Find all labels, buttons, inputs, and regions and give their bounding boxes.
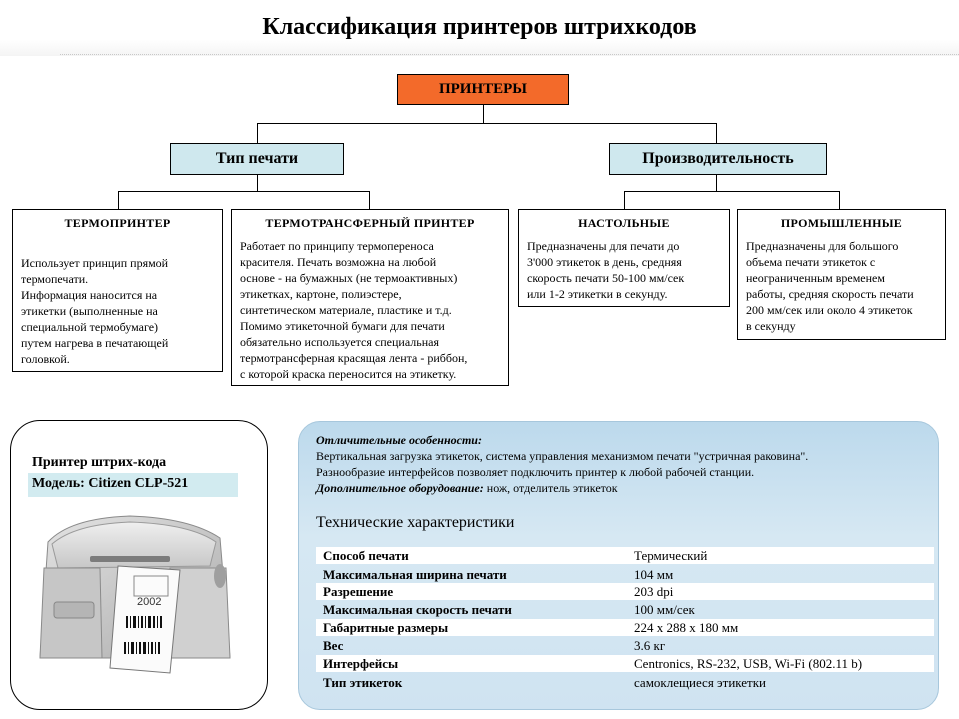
- printer-model: Модель: Citizen CLP-521: [28, 473, 238, 497]
- node-text-line: с которой краска переносится на этикетку.: [240, 367, 457, 381]
- node-text-line: термотрансферная красящая лента - риббон,: [240, 351, 468, 365]
- connector-type-down: [257, 175, 258, 192]
- connector-perf-bar: [624, 191, 840, 192]
- spec-row: [316, 619, 934, 636]
- spec-value: Термический: [634, 548, 708, 563]
- node-text-line: или 1-2 этикетки в секунду.: [527, 287, 668, 301]
- spec-value: 104 мм: [634, 567, 674, 582]
- spec-key: Максимальная ширина печати: [323, 567, 507, 582]
- node-desktop-printers: [518, 209, 730, 307]
- node-text-line: 3'000 этикеток в день, средняя: [527, 255, 682, 269]
- node-text-line: этикетках, картоне, полиэстере,: [240, 287, 402, 301]
- connector-thermo: [118, 191, 119, 209]
- node-text-line: путем нагрева в печатающей: [21, 336, 169, 350]
- connector-type-bar: [118, 191, 370, 192]
- spec-row: [316, 547, 934, 564]
- root-node-printers: ПРИНТЕРЫ: [397, 74, 569, 105]
- spec-key: Разрешение: [323, 584, 394, 599]
- specs-title: Технические характеристики: [316, 514, 515, 531]
- spec-key: Габаритные размеры: [323, 620, 449, 635]
- title-divider: [60, 54, 959, 55]
- node-text-line: головкой.: [21, 352, 70, 366]
- node-text-line: Использует принцип прямой: [21, 256, 169, 270]
- node-text-line: скорость печати 50-100 мм/сек: [527, 271, 685, 285]
- node-thermal-transfer-printer: [231, 209, 509, 386]
- node-text-line: Предназначены для большого: [746, 239, 899, 253]
- node-text-line: термопечати.: [21, 272, 89, 286]
- page-title: Классификация принтеров штрихкодов: [262, 14, 697, 40]
- node-text-line: основе - на бумажных (не термоактивных): [240, 271, 458, 285]
- node-industrial-printers: [737, 209, 946, 340]
- node-text-line: в секунду: [746, 319, 796, 333]
- spec-row: [316, 583, 934, 600]
- node-title: ТЕРМОПРИНТЕР: [64, 216, 171, 230]
- node-title: НАСТОЛЬНЫЕ: [578, 216, 670, 230]
- spec-key: Тип этикеток: [323, 675, 403, 690]
- node-text-line: синтетическом материале, пластике и т.д.: [240, 303, 452, 317]
- node-title: ТЕРМОТРАНСФЕРНЫЙ ПРИНТЕР: [265, 216, 475, 230]
- node-text-line: Информация наносится на: [21, 288, 158, 302]
- node-text-line: объема печати этикеток с: [746, 255, 876, 269]
- spec-value: 100 мм/сек: [634, 602, 695, 617]
- node-text-line: этикетки (выполненные на: [21, 304, 158, 318]
- category-performance: Производительность: [609, 143, 827, 175]
- spec-key: Интерфейсы: [323, 656, 399, 671]
- node-text-line: красителя. Печать возможна на любой: [240, 255, 437, 269]
- features-heading: Отличительные особенности:: [316, 433, 482, 447]
- node-text-line: 200 мм/сек или около 4 этикеток: [746, 303, 913, 317]
- printer-caption: Принтер штрих-кода: [32, 455, 167, 470]
- spec-value: 224 х 288 х 180 мм: [634, 620, 739, 635]
- connector-perf-down: [716, 175, 717, 192]
- connector-type-up: [257, 123, 258, 144]
- label-number: 2002: [137, 596, 162, 608]
- node-text-line: Предназначены для печати до: [527, 239, 680, 253]
- spec-value: самоклещиеся этикетки: [634, 675, 766, 690]
- connector-industrial: [839, 191, 840, 209]
- category-print-type: Тип печати: [170, 143, 344, 175]
- spec-value: 3.6 кг: [634, 638, 666, 653]
- node-title: ПРОМЫШЛЕННЫЕ: [780, 216, 903, 230]
- spec-row: [316, 637, 934, 654]
- connector-level1-bar: [257, 123, 717, 124]
- features-block: [316, 432, 926, 496]
- printer-image: [30, 508, 242, 678]
- connector-desktop: [624, 191, 625, 209]
- spec-row: [316, 655, 934, 672]
- extra-equipment-value: нож, отделитель этикеток: [483, 481, 618, 495]
- connector-root-down: [483, 105, 484, 124]
- node-text-line: работы, средняя скорость печати: [746, 287, 914, 301]
- extra-equipment-label: Дополнительное оборудование:: [316, 481, 484, 495]
- node-text-line: специальной термобумаге): [21, 320, 159, 334]
- node-text-line: обязательно используется специальная: [240, 335, 439, 349]
- features-line: Вертикальная загрузка этикеток, система управления механизмом печати "устричная раковина".: [316, 449, 809, 463]
- spec-key: Вес: [323, 638, 344, 653]
- spec-key: Способ печати: [323, 548, 409, 563]
- node-thermal-printer: [12, 209, 223, 372]
- spec-row: [316, 566, 934, 583]
- node-text-line: Работает по принципу термопереноса: [240, 239, 434, 253]
- spec-value: Centronics, RS-232, USB, Wi-Fi (802.11 b): [634, 656, 863, 671]
- connector-perf-up: [716, 123, 717, 144]
- spec-key: Максимальная скорость печати: [323, 602, 512, 617]
- features-line: Разнообразие интерфейсов позволяет подключить принтер к любой рабочей станции.: [316, 465, 755, 479]
- node-text-line: неограниченным временем: [746, 271, 885, 285]
- node-text-line: Помимо этикеточной бумаги для печати: [240, 319, 445, 333]
- spec-value: 203 dpi: [634, 584, 674, 599]
- spec-row: [316, 674, 934, 691]
- spec-row: [316, 601, 934, 618]
- connector-transfer: [369, 191, 370, 209]
